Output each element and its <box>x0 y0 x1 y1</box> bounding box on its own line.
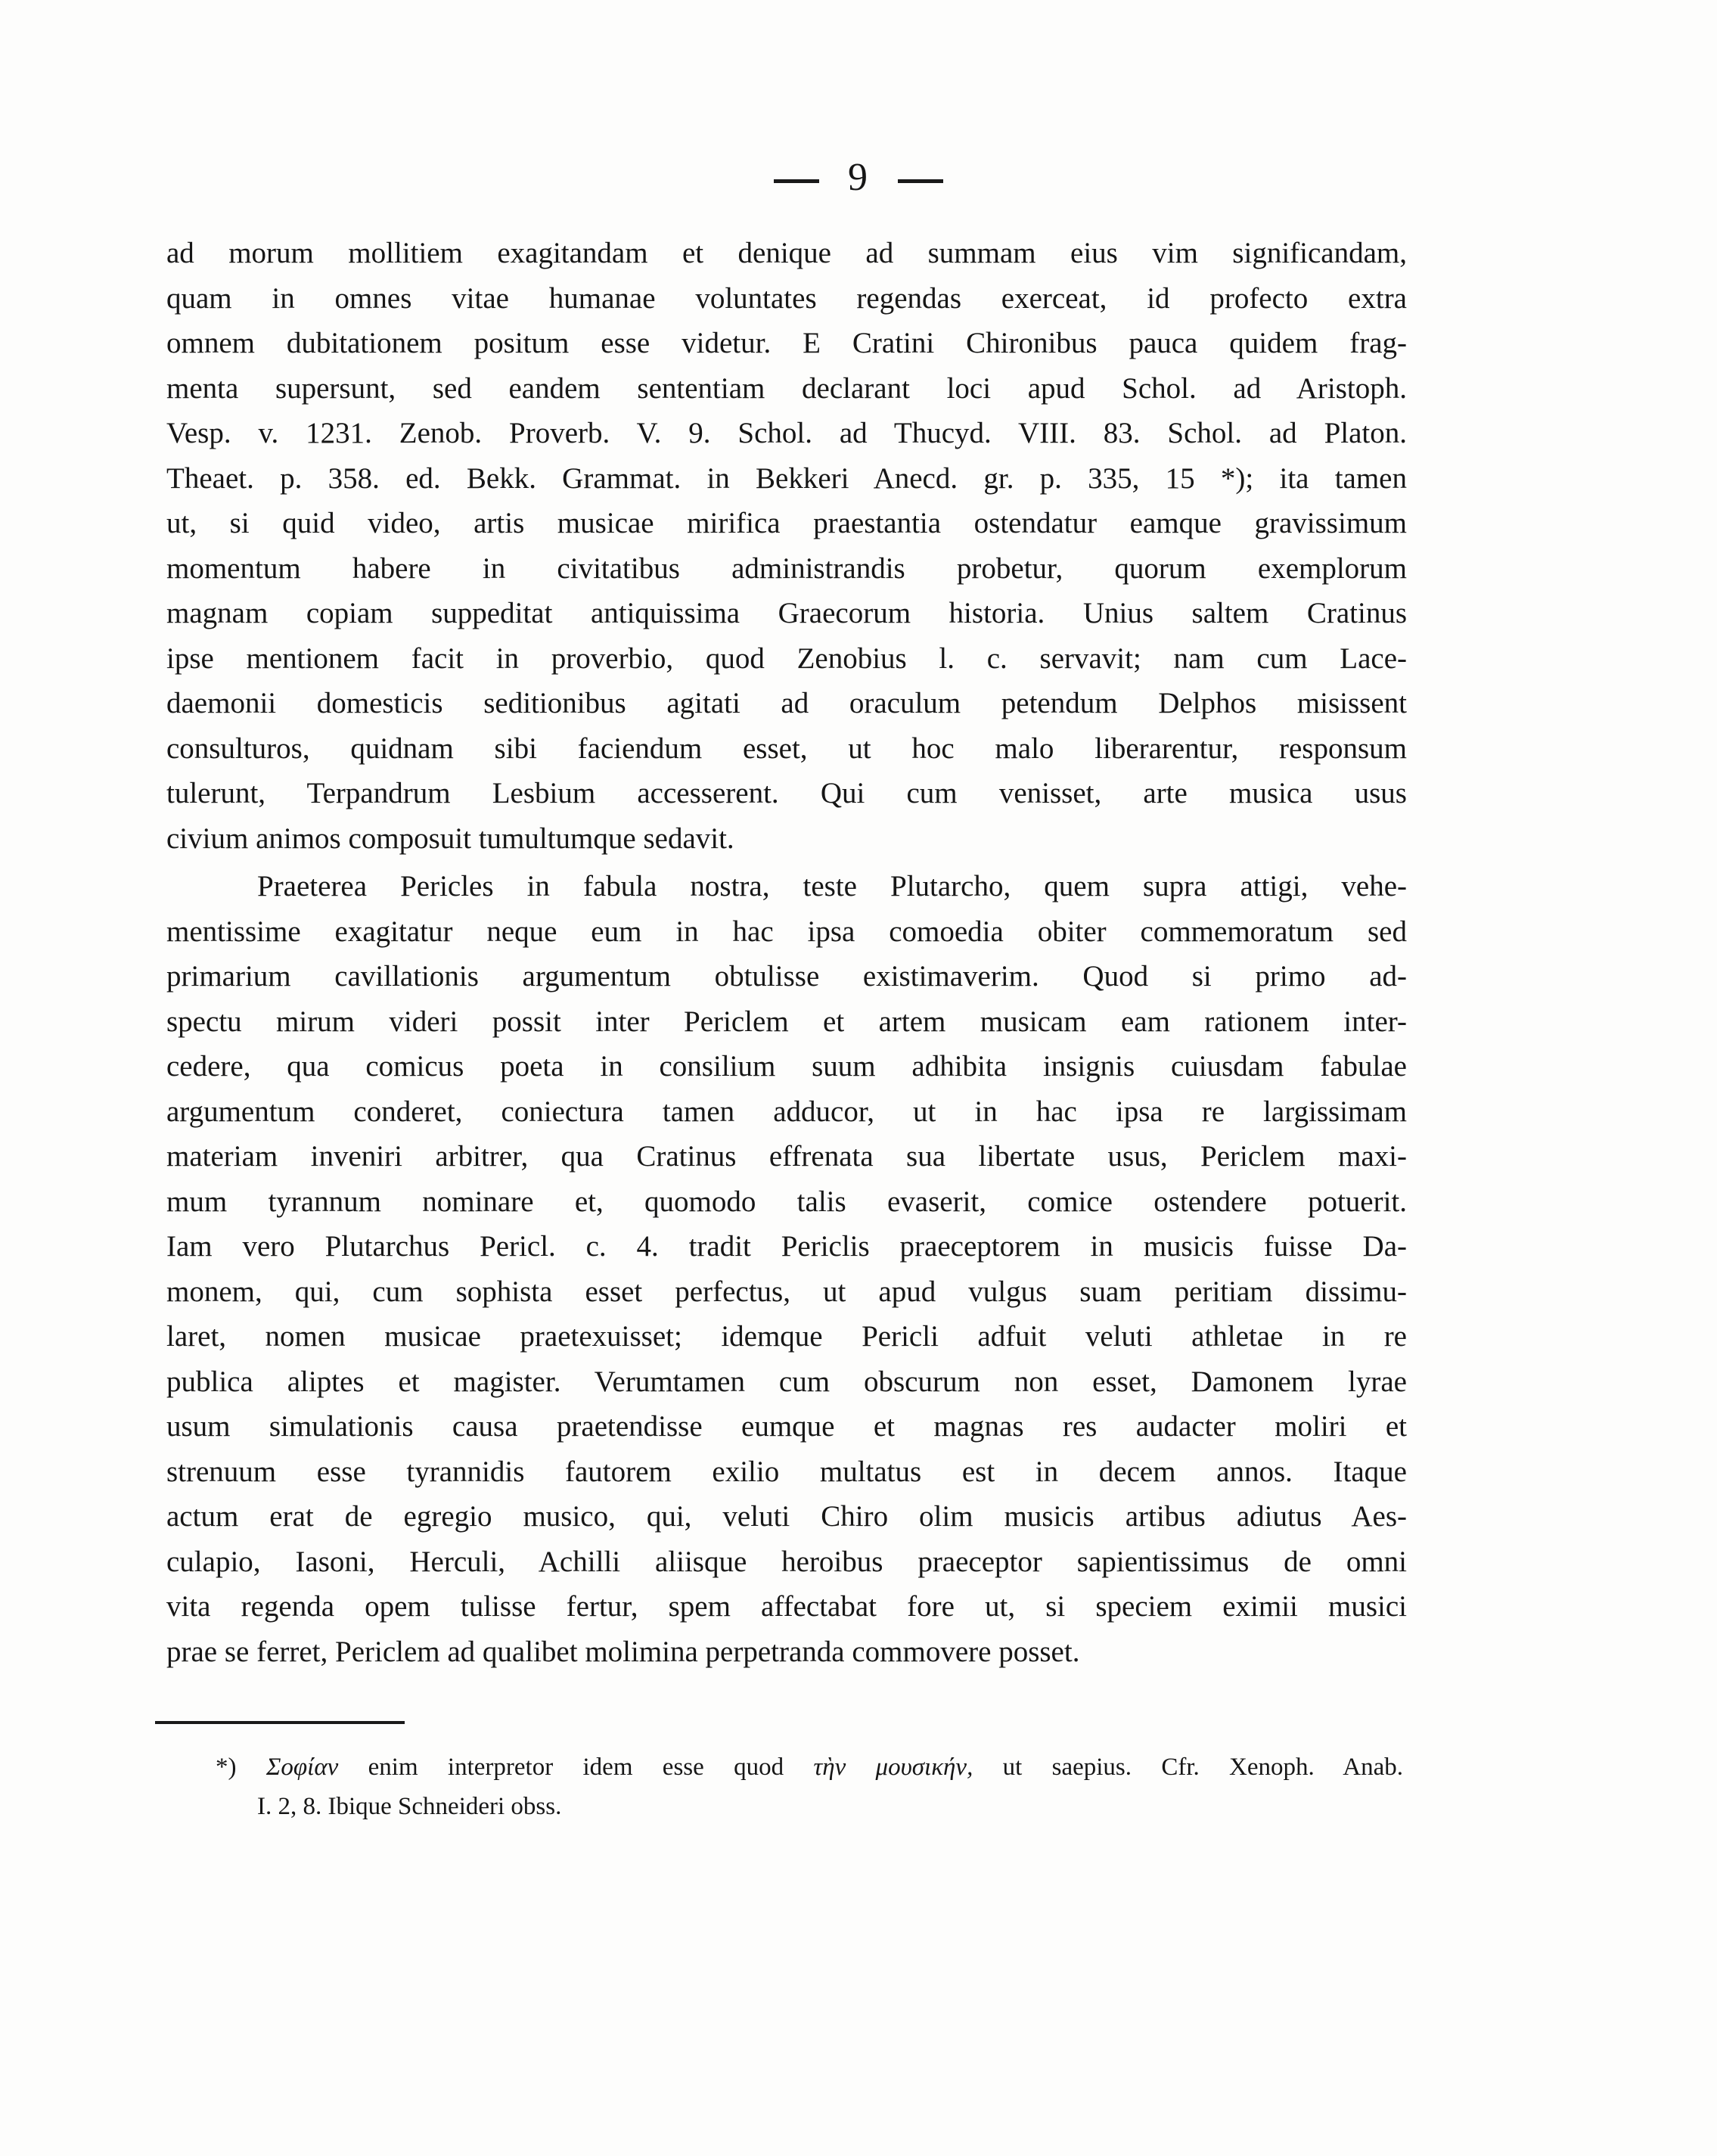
footnote-greek-term: τὴν μουσικήν, <box>813 1754 973 1781</box>
text-line: cedere, qua comicus poeta in consilium suum adhibita insignis cuiusdam fabulae <box>166 1050 1407 1083</box>
text-line: daemonii domesticis seditionibus agitati ad oraculum petendum Delphos misissent <box>166 687 1407 719</box>
text-line: menta supersunt, sed eandem sententiam declarant loci apud Schol. ad Aristoph. <box>166 371 1407 405</box>
footnote-text: enim interpretor idem esse quod <box>368 1754 784 1781</box>
body-text <box>166 231 1407 1674</box>
text-line: laret, nomen musicae praetexuisset; idemque Pericli adfuit veluti athletae in re <box>166 1320 1407 1353</box>
text-line: monem, qui, cum sophista esset perfectus, ut apud vulgus suam peritiam dissimu- <box>166 1275 1407 1308</box>
footnotes <box>216 1747 1403 1826</box>
paragraph <box>166 864 1407 1674</box>
text-line: tulerunt, Terpandrum Lesbium accesserent. Qui cum venisset, arte musica usus <box>166 777 1407 809</box>
text-line: Praeterea Pericles in fabula nostra, teste Plutarcho, quem supra attigi, vehe- <box>257 870 1407 902</box>
text-line: quam in omnes vitae humanae voluntates regendas exerceat, id profecto extra <box>166 281 1407 315</box>
text-line: consulturos, quidnam sibi faciendum esset, ut hoc malo liberarentur, responsum <box>166 732 1407 765</box>
header-dash-left <box>774 179 819 183</box>
text-line: usum simulationis causa praetendisse eumque et magnas res audacter moliri et <box>166 1410 1407 1443</box>
text-line: civium animos composuit tumultumque sedavit. <box>166 822 734 855</box>
text-line: strenuum esse tyrannidis fautorem exilio multatus est in decem annos. Itaque <box>166 1455 1407 1488</box>
text-line: vita regenda opem tulisse fertur, spem affectabat fore ut, si speciem eximii musici <box>166 1590 1407 1623</box>
footnote-rule <box>155 1721 405 1724</box>
text-line: omnem dubitationem positum esse videtur. E Cratini Chironibus pauca quidem frag- <box>166 327 1407 359</box>
text-line: culapio, Iasoni, Herculi, Achilli aliisque heroibus praeceptor sapientissimus de omni <box>166 1545 1407 1578</box>
text-line: spectu mirum videri possit inter Periclem et artem musicam eam rationem inter- <box>166 1005 1407 1038</box>
footnote-marker: *) <box>216 1754 237 1781</box>
text-line: ut, si quid video, artis musicae mirifica praestantia ostendatur eamque gravissimum <box>166 507 1407 539</box>
footnote-text: ut saepius. Cfr. Xenoph. Anab. <box>1002 1754 1403 1781</box>
text-line: mentissime exagitatur neque eum in hac ipsa comoedia obiter commemoratum sed <box>166 915 1407 948</box>
footnote-greek-term: Σοφίαν <box>265 1754 339 1781</box>
text-line: Vesp. v. 1231. Zenob. Proverb. V. 9. Schol. ad Thucyd. VIII. 83. Schol. ad Platon. <box>166 417 1407 449</box>
page-number: 9 <box>848 156 869 199</box>
text-line: Theaet. p. 358. ed. Bekk. Grammat. in Bekkeri Anecd. gr. p. 335, 15 *); ita tamen <box>166 461 1407 495</box>
text-line: ad morum mollitiem exagitandam et denique ad summam eius vim significandam, <box>166 237 1407 269</box>
text-line: prae se ferret, Periclem ad qualibet molimina perpetranda commovere posset. <box>166 1635 1080 1668</box>
text-line: materiam inveniri arbitrer, qua Cratinus effrenata sua libertate usus, Periclem maxi- <box>166 1140 1407 1173</box>
paragraph <box>166 231 1407 861</box>
page-header <box>0 155 1717 200</box>
header-dash-right <box>898 179 943 183</box>
text-line: actum erat de egregio musico, qui, veluti Chiro olim musicis artibus adiutus Aes- <box>166 1500 1407 1533</box>
footnote-line: I. 2, 8. Ibique Schneideri obss. <box>257 1793 562 1820</box>
text-line: mum tyrannum nominare et, quomodo talis evaserit, comice ostendere potuerit. <box>166 1185 1407 1218</box>
text-line: primarium cavillationis argumentum obtulisse existimaverim. Quod si primo ad- <box>166 960 1407 993</box>
text-line: argumentum conderet, coniectura tamen adducor, ut in hac ipsa re largissimam <box>166 1095 1407 1128</box>
text-line: publica aliptes et magister. Verumtamen cum obscurum non esset, Damonem lyrae <box>166 1365 1407 1398</box>
text-line: momentum habere in civitatibus administrandis probetur, quorum exemplorum <box>166 551 1407 585</box>
text-line: magnam copiam suppeditat antiquissima Graecorum historia. Unius saltem Cratinus <box>166 597 1407 629</box>
text-line: Iam vero Plutarchus Pericl. c. 4. tradit Periclis praeceptorem in musicis fuisse Da- <box>166 1230 1407 1263</box>
footnote-line <box>216 1747 1403 1787</box>
text-line: ipse mentionem facit in proverbio, quod Zenobius l. c. servavit; nam cum Lace- <box>166 642 1407 675</box>
